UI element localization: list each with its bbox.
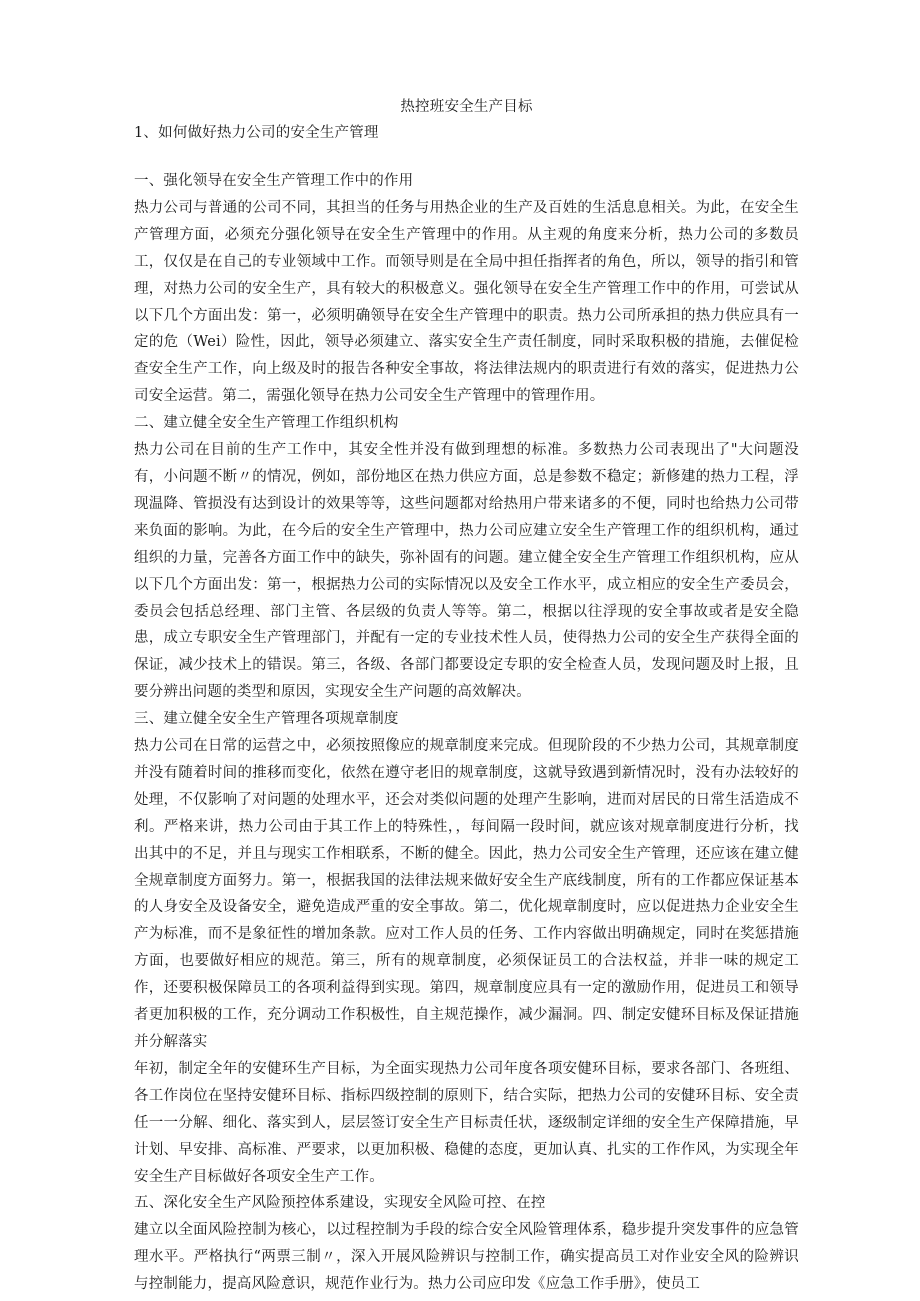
section-1-body: 热力公司与普通的公司不同，其担当的任务与用热企业的生产及百姓的生活息息相关。为此，在安全生产管理方面，必须充分强化领导在安全生产管理中的作用。从主观的角度来分析，热力公司的多数员工，仅仅是在自己的专业领域中工作。而领导则是在全局中担任指挥者的角色，所以，领导的指引和管理，对热力公司的安全生产，具有较大的积极意义。强化领导在安全生产管理工作中的作用，可尝试从以下几个方面出发：第一，必须明确领导在安全生产管理中的职责。热力公司所承担的热力供应具有一定的危（Wei）险性，因此，领导必须建立、落实安全生产责任制度，同时采取积极的措施，去催促检查安全生产工作，向上级及时的报告各种安全事故，将法律法规内的职责进行有效的落实，促进热力公司安全运营。第二，需强化领导在热力公司安全生产管理中的管理作用。: [134, 199, 799, 405]
section-5-body: 建立以全面风险控制为核心，以过程控制为手段的综合安全风险管理体系，稳步提升突发事件的应急管理水平。严格执行“两票三制〃，深入开展风险辨识与控制工作，确实提高员工对作业安全风的险辨识与控制能力，提高风险意识，规范作业行为。热力公司应印发《应急工作手册》，使员工: [134, 1222, 799, 1293]
section-3-body: 热力公司在日常的运营之中，必须按照像应的规章制度来完成。但现阶段的不少热力公司，其规章制度并没有随着时间的推移而变化，依然在遵守老旧的规章制度，这就导致遇到新情况时，没有办法较好的处理，不仅影响了对问题的处理水平，还会对类似问题的处理产生影响，进而对居民的日常生活造成不利。严格来讲，热力公司由于其工作上的特殊性，，每间隔一段时间，就应该对规章制度进行分析，找出其中的不足，并且与现实工作相联系，不断的健全。因此，热力公司安全生产管理，还应该在建立健全规章制度方面努力。第一，根据我国的法律法规来做好安全生产底线制度，所有的工作都应保证基本的人身安全及设备安全，避免造成严重的安全事故。第二，优化规章制度时，应以促进热力企业安全生产为标准，而不是象征性的增加条款。应对工作人员的任务、工作内容做出明确规定，同时在奖惩措施方面，也要做好相应的规范。第三，所有的规章制度，必须保证员工的合法权益，并非一味的规定工作，还要积极保障员工的各项利益得到实现。第四，规章制度应具有一定的激励作用，促进员工和领导者更加积极的工作，充分调动工作积极性，自主规范操作，减少漏洞。四、制定安健环目标及保证措施并分解落实: [134, 738, 799, 1050]
document-subtitle: 1、如何做好热力公司的安全生产管理: [134, 125, 379, 141]
document-title: 热控班安全生产目标: [400, 99, 533, 115]
section-4-body: 年初，制定全年的安健环生产目标，为全面实现热力公司年度各项安健环目标，要求各部门、各班组、各工作岗位在坚持安健环目标、指标四级控制的原则下，结合实际，把热力公司的安健环目标、安全责任一一分解、细化、落实到人，层层签订安全生产目标责任状，逐级制定详细的安全生产保障措施，早计划、早安排、高标准、严要求，以更加积极、稳健的态度，更加认真、扎实的工作作风，为实现全年安全生产目标做好各项安全生产工作。: [134, 1060, 799, 1185]
document-page: [134, 90, 799, 1298]
section-3-heading: 三、建立健全安全生产管理各项规章制度: [134, 711, 399, 728]
section-1-heading: 一、强化领导在安全生产管理工作中的作用: [134, 173, 414, 189]
section-2-body: 热力公司在目前的生产工作中，其安全性并没有做到理想的标准。多数热力公司表现出了"大问题没有，小问题不断〃的情况，例如，部份地区在热力供应方面，总是参数不稳定；新修建的热力工程，浮现温降、管损没有达到设计的效果等等，这些问题都对给热用户带来诸多的不便，同时也给热力公司带来负面的影响。为此，在今后的安全生产管理中，热力公司应建立安全生产管理工作的组织机构，通过组织的力量，完善各方面工作中的缺失，弥补固有的问题。建立健全安全生产管理工作组织机构，应从以下几个方面出发：第一，根据热力公司的实际情况以及安全工作水平，成立相应的安全生产委员会，委员会包括总经理、部门主管、各层级的负责人等等。第二，根据以往浮现的安全事故或者是安全隐患，成立专职安全生产管理部门，并配有一定的专业技术性人员，使得热力公司的安全生产获得全面的保证，减少技术上的错误。第三，各级、各部门都要设定专职的安全检查人员，发现问题及时上报，且要分辨出问题的类型和原因，实现安全生产问题的高效解决。: [134, 442, 799, 701]
section-5-heading: 五、深化安全生产风险预控体系建设，实现安全风险可控、在控: [134, 1195, 546, 1212]
section-2-heading: 二、建立健全安全生产管理工作组织机构: [134, 415, 399, 432]
